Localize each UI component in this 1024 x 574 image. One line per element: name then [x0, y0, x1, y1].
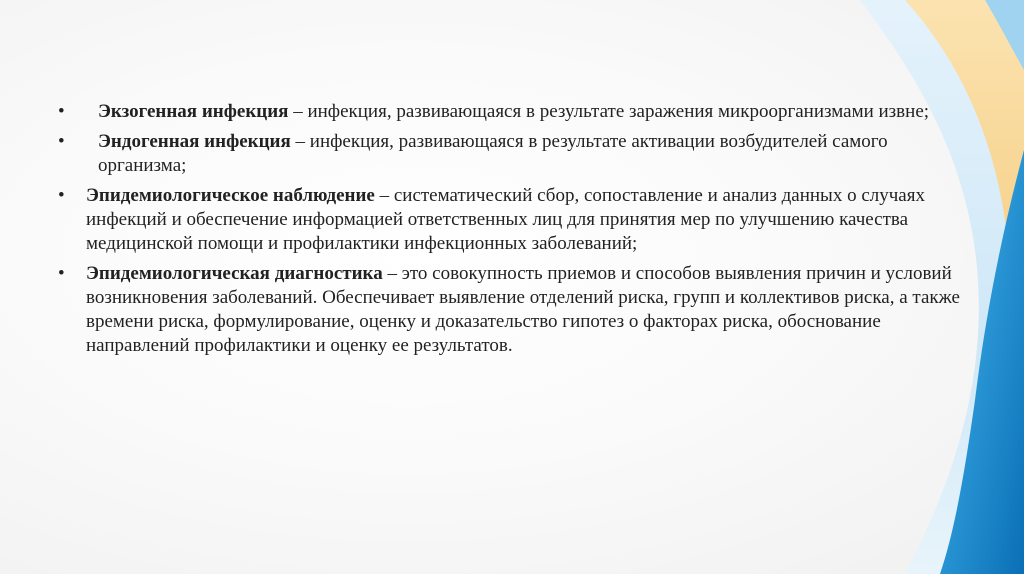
definition-text: [86, 100, 978, 124]
definition-body: – инфекция, развивающаяся в результате активации возбудителей самого организма;: [98, 131, 888, 176]
bullet-icon: •: [58, 263, 65, 284]
definition-term: Экзогенная инфекция: [98, 101, 289, 122]
definition-item-exogenous: [58, 100, 978, 124]
definition-text: [86, 184, 978, 256]
definition-term: Эпидемиологическая диагностика: [86, 263, 383, 284]
definition-list: [58, 100, 978, 358]
definition-body: – инфекция, развивающаяся в результате заражения микроорганизмами извне;: [288, 101, 930, 122]
definition-term: Эпидемиологическое наблюдение: [86, 185, 375, 206]
bullet-icon: •: [58, 101, 65, 122]
bullet-icon: •: [58, 131, 65, 152]
definition-item-diagnostics: [58, 262, 978, 358]
definition-body: – это совокупность приемов и способов выявления причин и условий возникновения заболеваний. Обеспечивает выявление отделений риска, групп и коллективов риска, а также времени риска, формулирование, оценку и доказательство гипотез о факторах риска, обоснование направлений профилактики и оценку ее результатов.: [86, 263, 960, 356]
definition-text: [86, 262, 978, 358]
definition-term: Эндогенная инфекция: [98, 131, 291, 152]
definition-text: [86, 130, 978, 178]
definition-item-surveillance: [58, 184, 978, 256]
definition-item-endogenous: [58, 130, 978, 178]
bullet-icon: •: [58, 185, 65, 206]
slide-content: [58, 100, 978, 364]
definition-body: – систематический сбор, сопоставление и анализ данных о случаях инфекций и обеспечение информацией ответственных лиц для принятия мер по улучшению качества медицинской помощи и профилактики инфекционных заболеваний;: [86, 185, 925, 254]
